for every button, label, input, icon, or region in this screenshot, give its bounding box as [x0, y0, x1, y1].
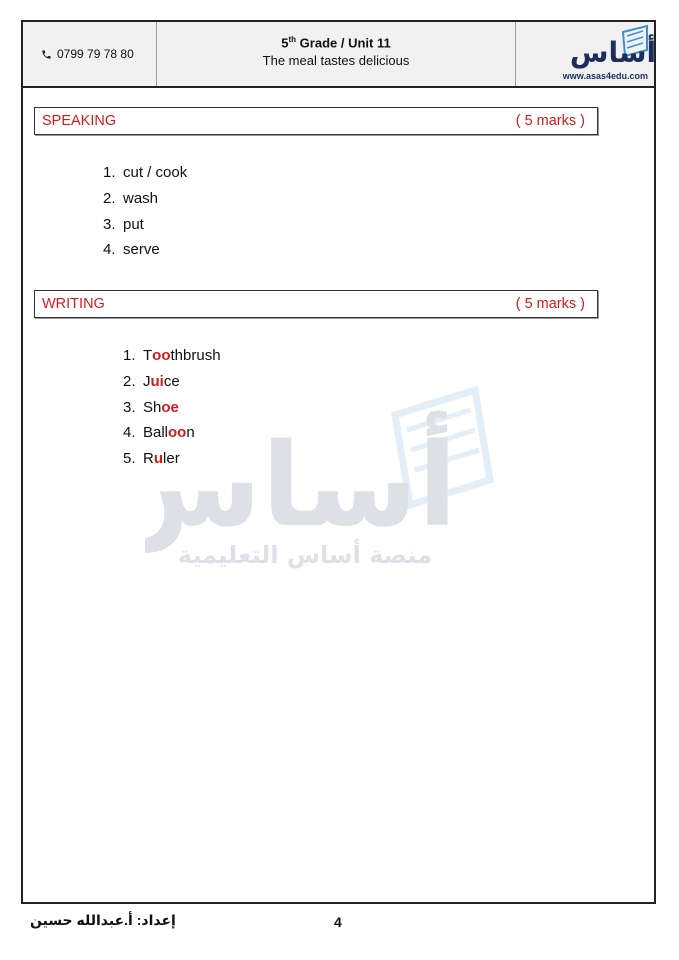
asas-logo: [515, 22, 665, 76]
svg-text:أساس: أساس: [145, 419, 458, 553]
list-item: 3. put: [103, 215, 144, 233]
phone-icon: [41, 49, 52, 60]
list-item: 5. Ruler: [123, 450, 180, 468]
speaking-title: SPEAKING: [42, 113, 117, 129]
phone-cell: [23, 22, 157, 86]
speaking-marks: ( 5 marks ): [515, 113, 585, 129]
logo-website: www.asas4edu.com: [562, 71, 648, 81]
svg-text:أساس: أساس: [569, 36, 657, 69]
logo-cell: [515, 22, 657, 86]
list-item: 2. Juice: [123, 372, 180, 390]
page-title: 5th Grade / Unit 11: [281, 35, 391, 51]
writing-answers: [123, 343, 221, 472]
phone-number: 0799 79 78 80: [57, 47, 134, 61]
speaking-answers: [103, 160, 187, 263]
speaking-section-header: [34, 107, 598, 135]
svg-text:منصة أساس التعليمية: منصة أساس التعليمية: [177, 541, 433, 569]
page-header: [23, 22, 657, 88]
list-item: 4. Balloon: [123, 424, 195, 442]
title-cell: [157, 22, 516, 86]
footer-author: إعداد: أ.عبدالله حسين: [30, 912, 176, 928]
list-item: 1. cut / cook: [103, 164, 188, 181]
page-subtitle: The meal tastes delicious: [262, 53, 410, 69]
list-item: 2. wash: [103, 189, 159, 207]
list-item: 4. serve: [103, 241, 160, 259]
writing-section-header: [34, 290, 598, 318]
list-item: 3. Shoe: [123, 398, 179, 416]
page-number: 4: [334, 914, 342, 930]
writing-marks: ( 5 marks ): [515, 296, 585, 312]
list-item: 1. Toothbrush: [123, 347, 221, 364]
writing-title: WRITING: [42, 296, 105, 312]
